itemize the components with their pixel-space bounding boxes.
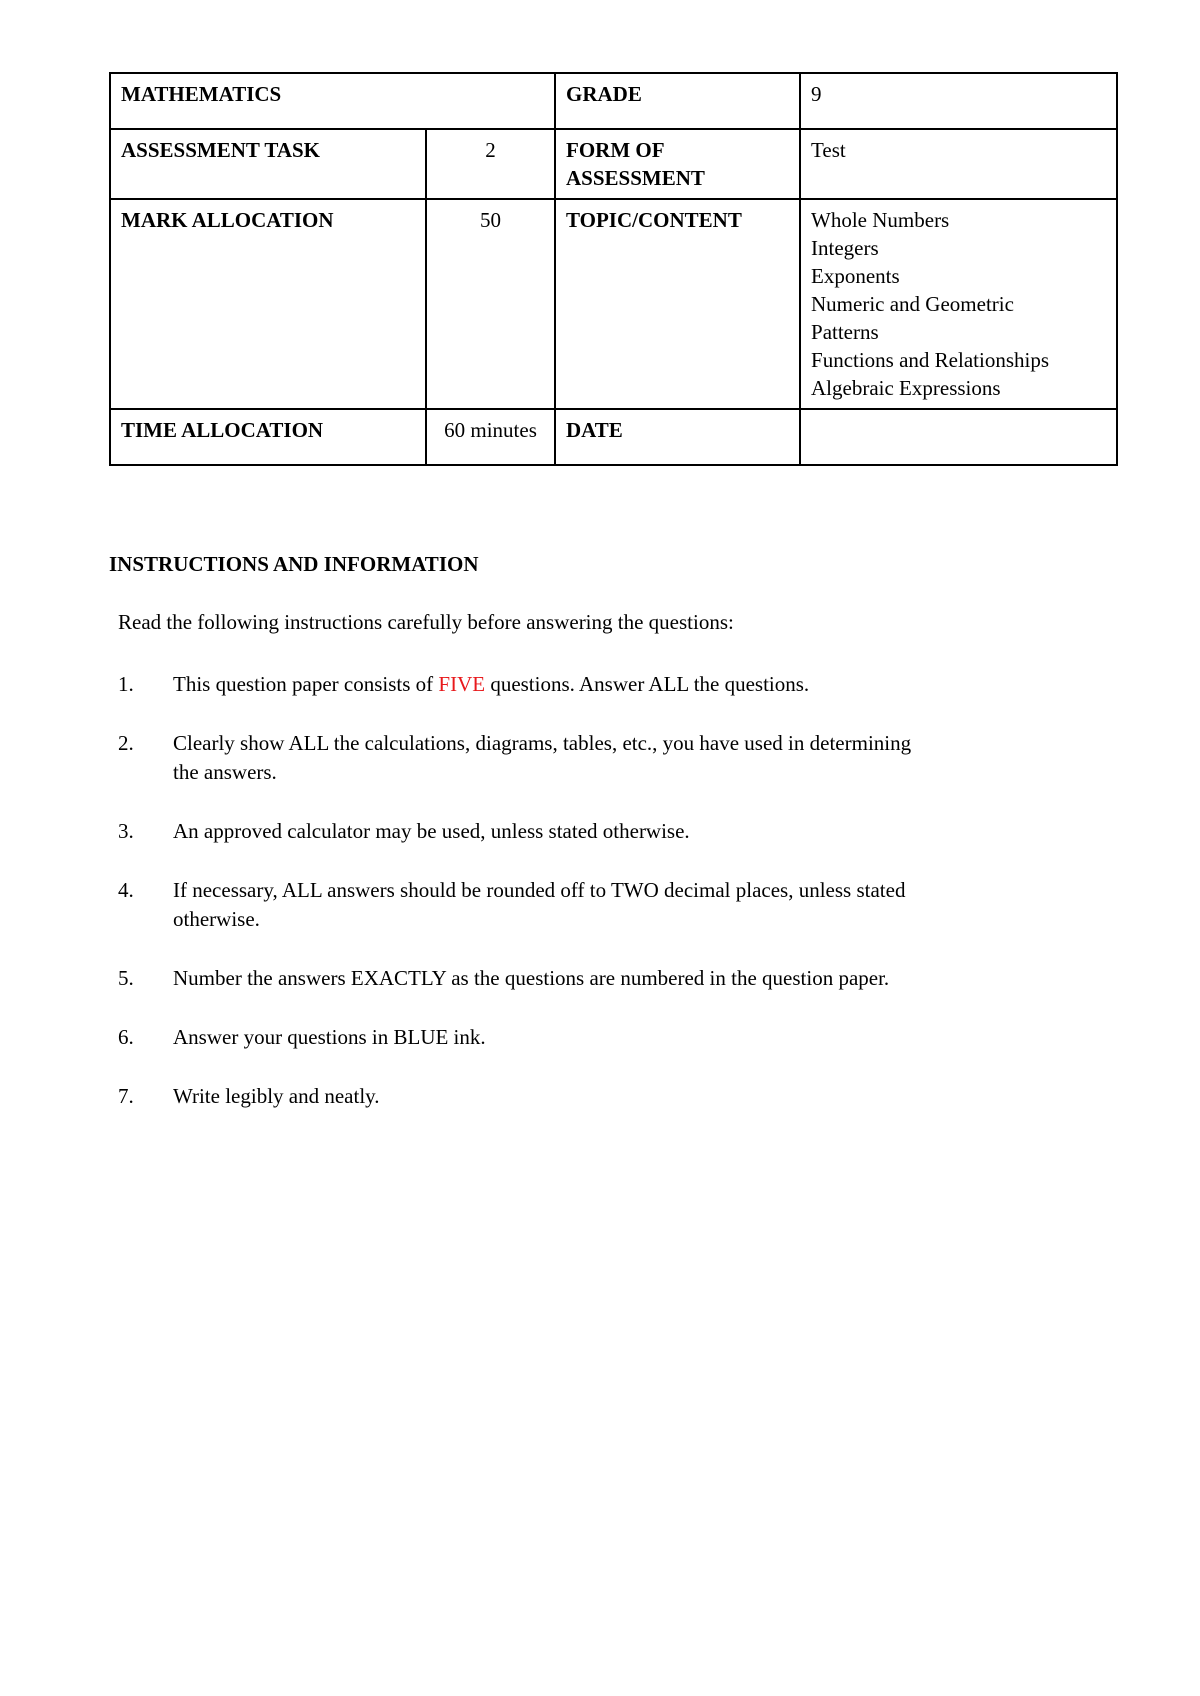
- instruction-text: Clearly show ALL the calculations, diagrams, tables, etc., you have used in determining: [173, 731, 912, 755]
- assessment-info-table: [109, 72, 1118, 466]
- instruction-text: Answer your questions in BLUE ink.: [173, 1025, 486, 1049]
- instruction-text: questions. Answer ALL the questions.: [485, 672, 810, 696]
- topic-content-list: [800, 199, 1117, 409]
- topic-item: Algebraic Expressions: [811, 376, 1001, 400]
- instruction-number: 2.: [118, 731, 134, 755]
- highlighted-count: FIVE: [438, 672, 486, 696]
- instruction-text: Number the answers EXACTLY as the questions are numbered in the question paper.: [173, 966, 890, 990]
- assessment-task-value: 2: [426, 129, 555, 199]
- date-value: [800, 409, 1117, 465]
- subject-cell: MATHEMATICS: [110, 73, 555, 129]
- instruction-item: [118, 1082, 1058, 1111]
- instruction-text: An approved calculator may be used, unless stated otherwise.: [173, 819, 690, 843]
- table-row: [110, 73, 1117, 129]
- instruction-text: If necessary, ALL answers should be rounded off to TWO decimal places, unless stated: [173, 878, 906, 902]
- date-label: DATE: [555, 409, 800, 465]
- topic-item: Whole Numbers: [811, 208, 950, 232]
- instruction-item: [118, 729, 1058, 787]
- form-label-line2: ASSESSMENT: [566, 166, 705, 190]
- table-row: [110, 129, 1117, 199]
- time-allocation-value: 60 minutes: [426, 409, 555, 465]
- table-row: [110, 409, 1117, 465]
- instruction-number: 1.: [118, 672, 134, 696]
- instruction-number: 4.: [118, 878, 134, 902]
- time-allocation-label: TIME ALLOCATION: [110, 409, 426, 465]
- instruction-item: [118, 1023, 1058, 1052]
- topic-item: Patterns: [811, 320, 879, 344]
- table-row: [110, 199, 1117, 409]
- form-of-assessment-value: Test: [800, 129, 1117, 199]
- instruction-item: [118, 964, 1058, 993]
- form-of-assessment-label: [555, 129, 800, 199]
- instructions-list: [118, 670, 1058, 1111]
- instruction-number: 7.: [118, 1084, 134, 1108]
- instruction-text: Write legibly and neatly.: [173, 1084, 380, 1108]
- topic-item: Exponents: [811, 264, 900, 288]
- topic-content-label: TOPIC/CONTENT: [555, 199, 800, 409]
- grade-value: 9: [800, 73, 1117, 129]
- mark-allocation-value: 50: [426, 199, 555, 409]
- instructions-intro: Read the following instructions carefully before answering the questions:: [118, 610, 734, 634]
- topic-item: Integers: [811, 236, 879, 260]
- instruction-text: otherwise.: [173, 907, 260, 931]
- instruction-number: 5.: [118, 966, 134, 990]
- instructions-heading: INSTRUCTIONS AND INFORMATION: [109, 552, 479, 576]
- instruction-item: [118, 817, 1058, 846]
- assessment-task-label: ASSESSMENT TASK: [110, 129, 426, 199]
- form-label-line1: FORM OF: [566, 138, 665, 162]
- instruction-number: 3.: [118, 819, 134, 843]
- grade-label: GRADE: [555, 73, 800, 129]
- topic-item: Functions and Relationships: [811, 348, 1050, 372]
- instruction-item: [118, 876, 1058, 934]
- instruction-item: [118, 670, 1058, 699]
- mark-allocation-label: MARK ALLOCATION: [110, 199, 426, 409]
- instruction-text: the answers.: [173, 760, 277, 784]
- instruction-text: This question paper consists of: [173, 672, 439, 696]
- instruction-number: 6.: [118, 1025, 134, 1049]
- topic-item: Numeric and Geometric: [811, 292, 1014, 316]
